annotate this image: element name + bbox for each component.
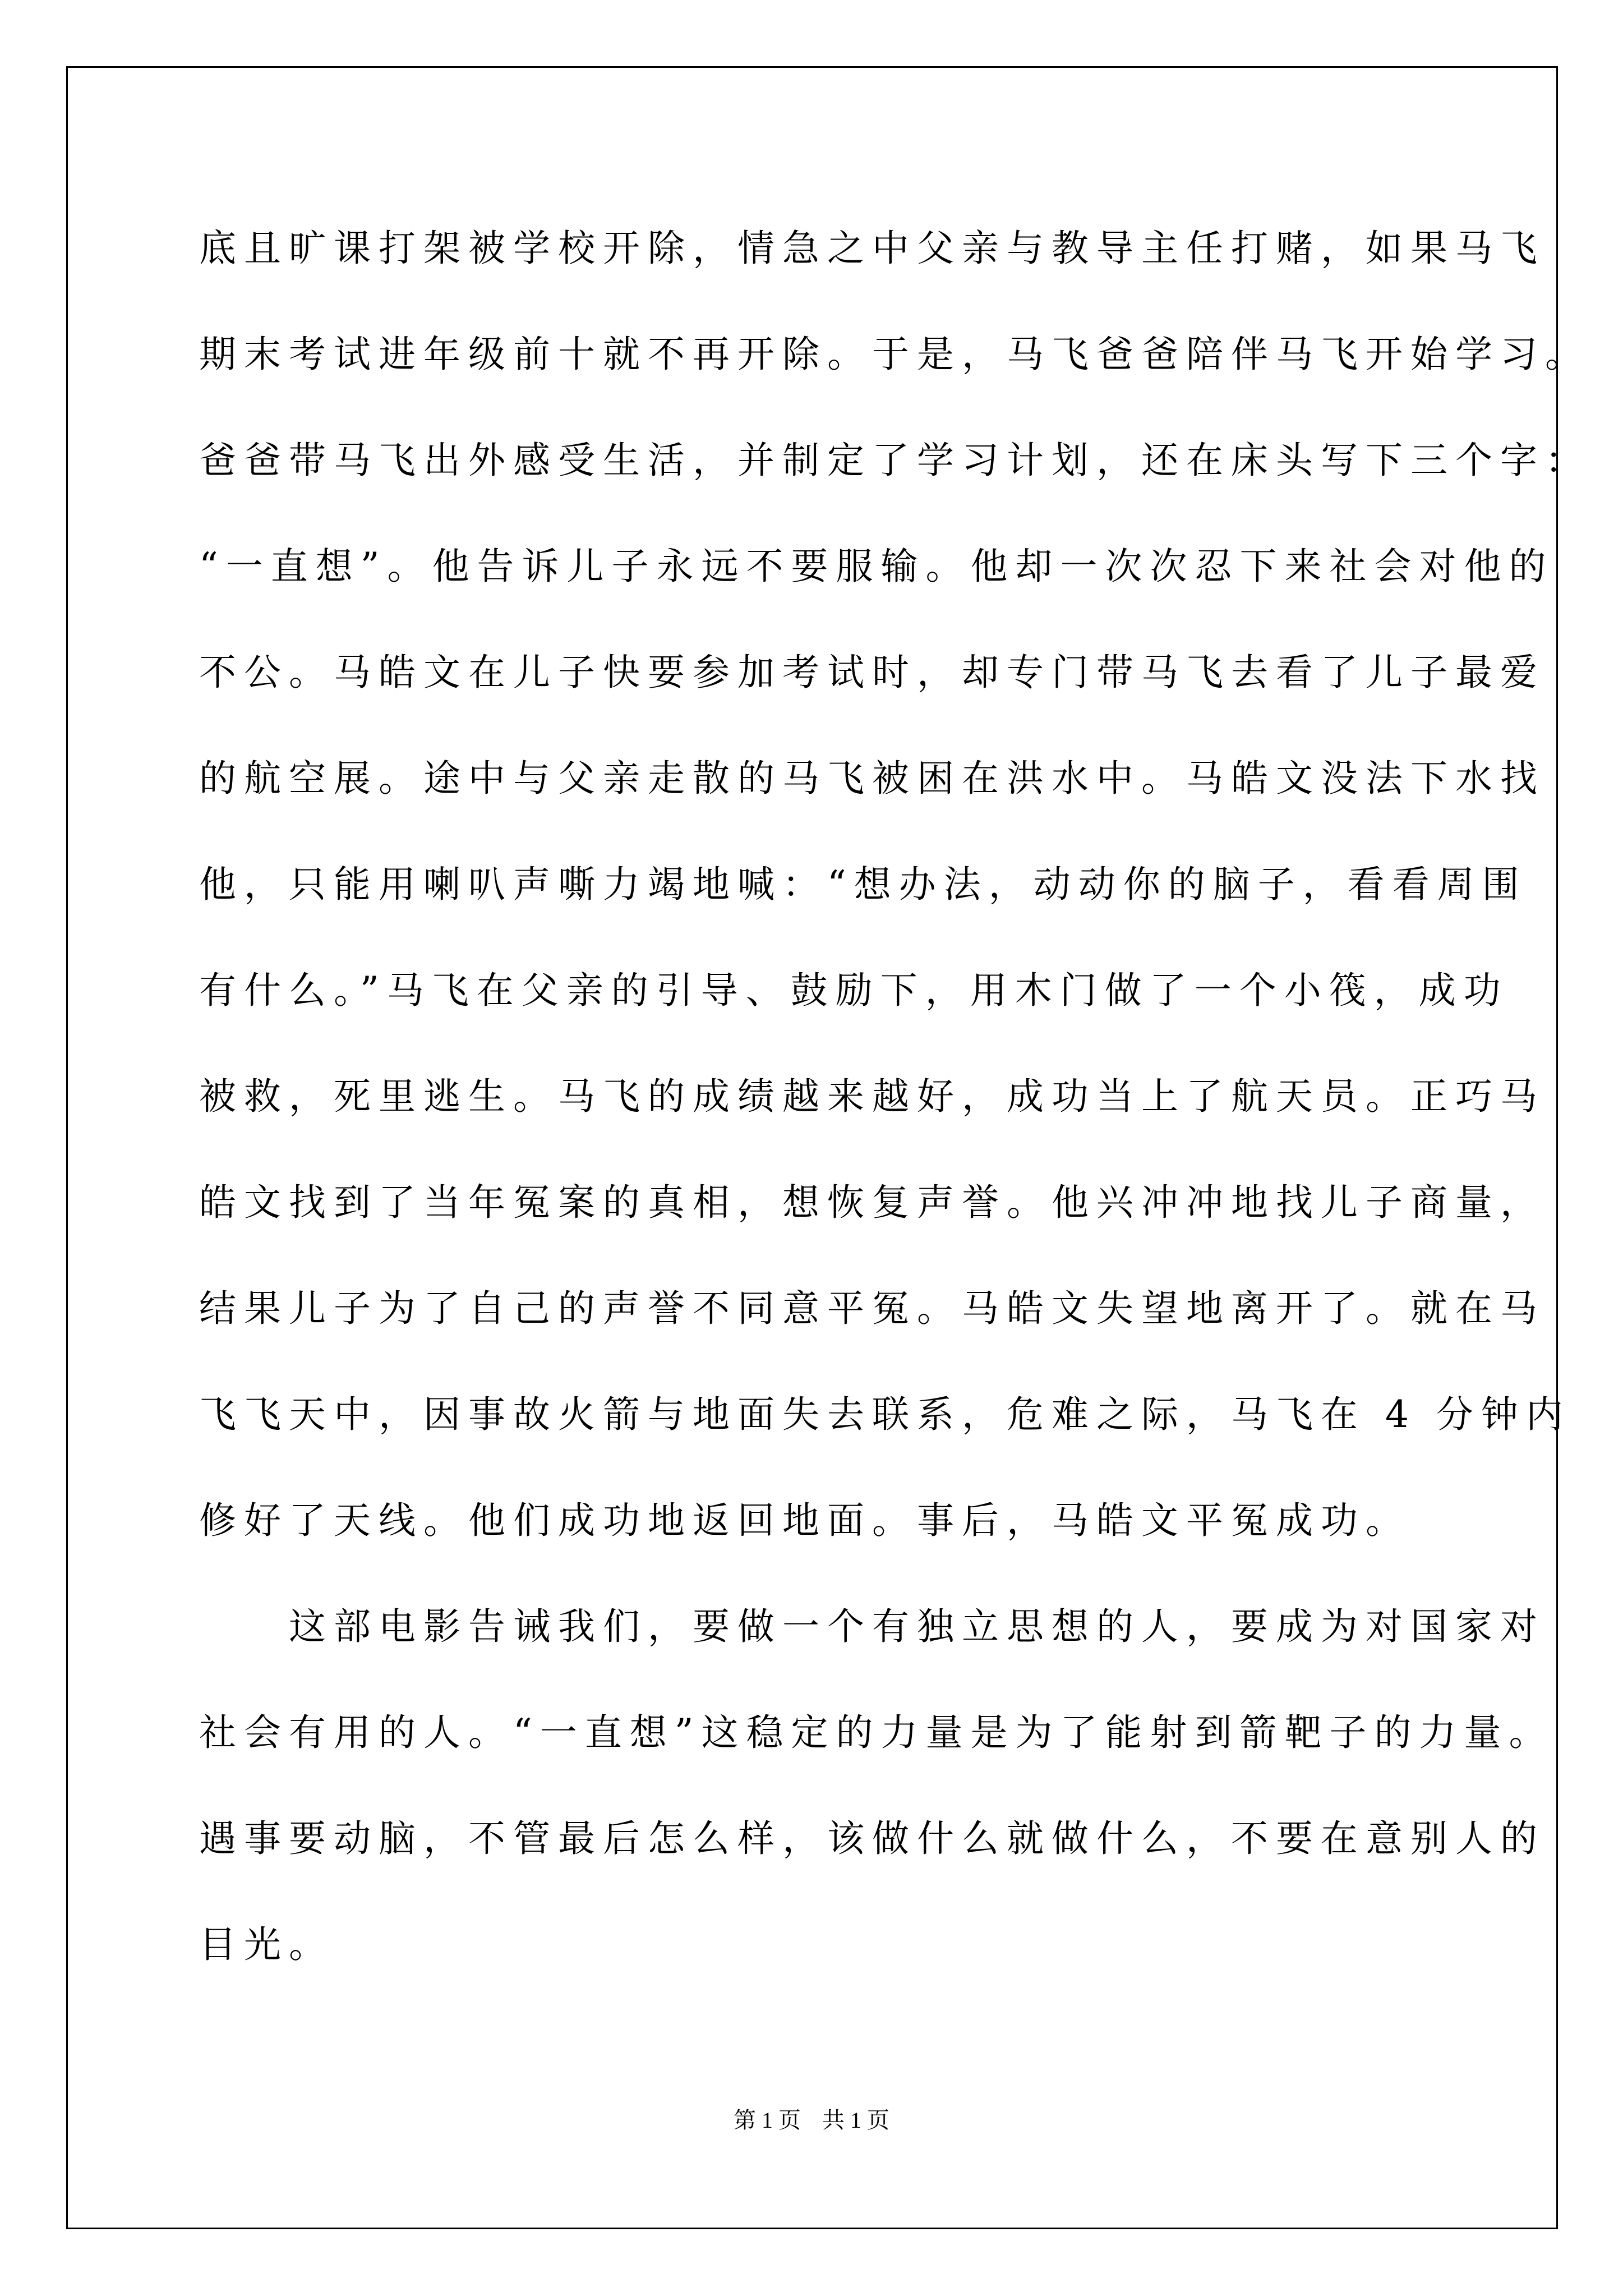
text-line: 结果儿子为了自己的声誉不同意平冤。马皓文失望地离开了。就在马 <box>199 1287 1545 1330</box>
body-text <box>199 220 1590 2023</box>
text-line: 他，只能用喇叭声嘶力竭地喊：“想办法，动动你的脑子，看看周围 <box>199 863 1527 906</box>
text-line: 社会有用的人。“一直想”这稳定的力量是为了能射到箭靶子的力量。 <box>199 1711 1554 1754</box>
text-line: 不公。马皓文在儿子快要参加考试时，却专门带马飞去看了儿子最爱 <box>199 651 1545 694</box>
text-line: 目光。 <box>199 1923 334 1966</box>
text-line: 修好了天线。他们成功地返回地面。事后，马皓文平冤成功。 <box>199 1499 1410 1542</box>
text-line: 遇事要动脑，不管最后怎么样，该做什么就做什么，不要在意别人的 <box>199 1817 1545 1860</box>
text-line: 爸爸带马飞出外感受生活，并制定了学习计划，还在床头写下三个字： <box>199 439 1590 482</box>
text-line: 飞飞天中，因事故火箭与地面失去联系，危难之际，马飞在 4 分钟内 <box>199 1393 1571 1436</box>
text-line: “一直想”。他告诉儿子永远不要服输。他却一次次忍下来社会对他的 <box>199 545 1554 588</box>
text-line: 底且旷课打架被学校开除，情急之中父亲与教导主任打赌，如果马飞 <box>199 227 1545 270</box>
text-line: 这部电影告诫我们，要做一个有独立思想的人，要成为对国家对 <box>199 1605 1545 1648</box>
text-line: 被救，死里逃生。马飞的成绩越来越好，成功当上了航天员。正巧马 <box>199 1075 1545 1118</box>
page-total: 共 1 页 <box>822 2108 889 2133</box>
text-line: 的航空展。途中与父亲走散的马飞被困在洪水中。马皓文没法下水找 <box>199 757 1545 800</box>
text-line: 皓文找到了当年冤案的真相，想恢复声誉。他兴冲冲地找儿子商量， <box>199 1181 1545 1224</box>
page-footer <box>0 2102 1623 2134</box>
text-line: 有什么。”马飞在父亲的引导、鼓励下，用木门做了一个小筏，成功 <box>199 969 1509 1012</box>
page-number: 第 1 页 <box>734 2108 801 2133</box>
text-line: 期末考试进年级前十就不再开除。于是，马飞爸爸陪伴马飞开始学习。 <box>199 333 1590 376</box>
